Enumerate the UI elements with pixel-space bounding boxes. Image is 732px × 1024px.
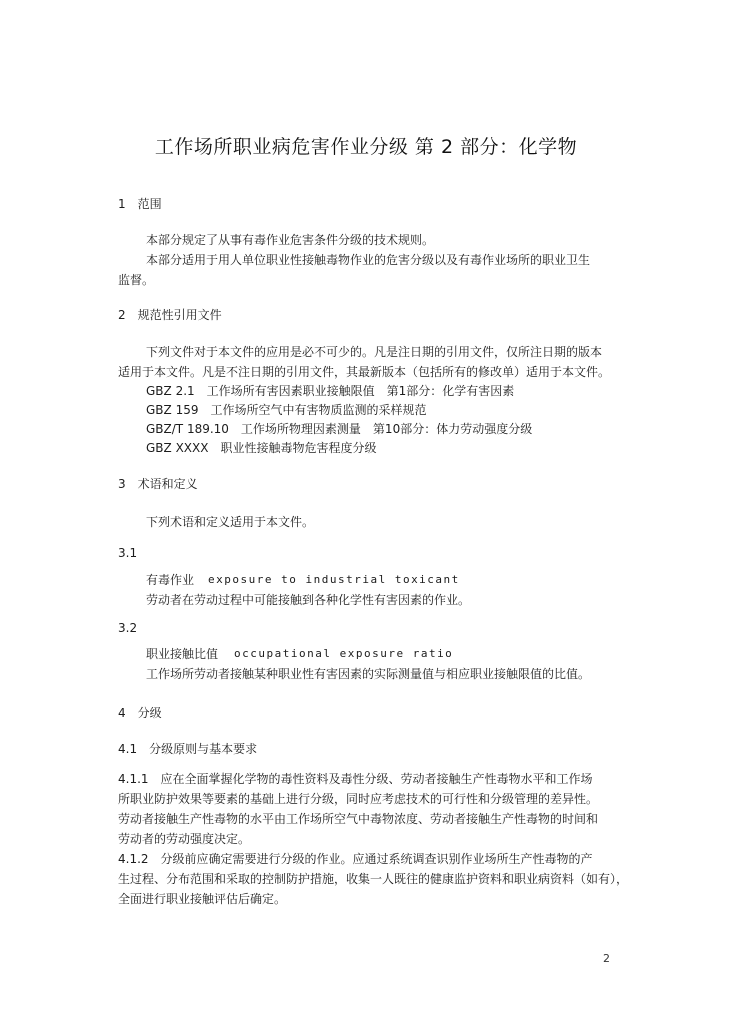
- clause-4-1-1-line: 劳动者的劳动强度决定。: [118, 832, 251, 846]
- section-3-heading: 3 术语和定义: [118, 477, 198, 491]
- document-title: 工作场所职业病危害作业分级 第 2 部分：化学物: [154, 136, 578, 158]
- section-2-para-line-1: 下列文件对于本文件的应用是必不可少的。凡是注日期的引用文件，仅所注日期的版本: [146, 345, 603, 359]
- term-3-2-definition: 工作场所劳动者接触某种职业性有害因素的实际测量值与相应职业接触限值的比值。: [146, 667, 591, 681]
- section-1-para-2-line-1: 本部分适用于用人单位职业性接触毒物作业的危害分级以及有毒作业场所的职业卫生: [146, 253, 591, 267]
- reference-item: GBZ 2.1 工作场所有害因素职业接触限值 第1部分：化学有害因素: [146, 384, 515, 398]
- clause-4-1-2-line: 4.1.2 分级前应确定需要进行分级的作业。应通过系统调查识别作业场所生产性毒物的产: [118, 852, 593, 866]
- clause-4-1-1-line: 劳动者接触生产性毒物的水平由工作场所空气中毒物浓度、劳动者接触生产性毒物的时间和: [118, 812, 599, 826]
- section-3-intro: 下列术语和定义适用于本文件。: [146, 515, 315, 529]
- section-4-heading: 4 分级: [118, 706, 162, 720]
- term-3-2-number: 3.2: [118, 621, 138, 635]
- term-3-1-english: exposure to industrial toxicant: [208, 573, 460, 586]
- reference-item: GBZ 159 工作场所空气中有害物质监测的采样规范: [146, 403, 427, 417]
- clause-4-1-1-line: 所职业防护效果等要素的基础上进行分级，同时应考虑技术的可行性和分级管理的差异性。: [118, 792, 599, 806]
- reference-item: GBZ/T 189.10 工作场所物理因素测量 第10部分：体力劳动强度分级: [146, 422, 533, 436]
- section-1-para-1: 本部分规定了从事有毒作业危害条件分级的技术规则。: [146, 233, 435, 247]
- section-2-para-line-2: 适用于本文件。凡是不注日期的引用文件，其最新版本（包括所有的修改单）适用于本文件。: [118, 365, 611, 379]
- term-3-2-english: occupational exposure ratio: [234, 647, 454, 660]
- term-3-1-definition: 劳动者在劳动过程中可能接触到各种化学性有害因素的作业。: [146, 593, 471, 607]
- section-4-1-heading: 4.1 分级原则与基本要求: [118, 742, 258, 756]
- section-1-para-2-line-2: 监督。: [118, 273, 155, 287]
- term-3-2-chinese: 职业接触比值: [146, 647, 219, 661]
- section-2-heading: 2 规范性引用文件: [118, 308, 222, 322]
- term-3-1-chinese: 有毒作业: [146, 573, 195, 587]
- clause-4-1-1-line: 4.1.1 应在全面掌握化学物的毒性资料及毒性分级、劳动者接触生产性毒物水平和工作场: [118, 772, 593, 786]
- clause-4-1-2-line: 生过程、分布范围和采取的控制防护措施，收集一人既往的健康监护资料和职业病资料（如有），: [118, 872, 629, 886]
- term-3-1-number: 3.1: [118, 546, 138, 560]
- reference-item: GBZ XXXX 职业性接触毒物危害程度分级: [146, 441, 377, 455]
- page-number: 2: [603, 952, 610, 965]
- clause-4-1-2-line: 全面进行职业接触评估后确定。: [118, 892, 287, 906]
- section-1-heading: 1 范围: [118, 197, 162, 211]
